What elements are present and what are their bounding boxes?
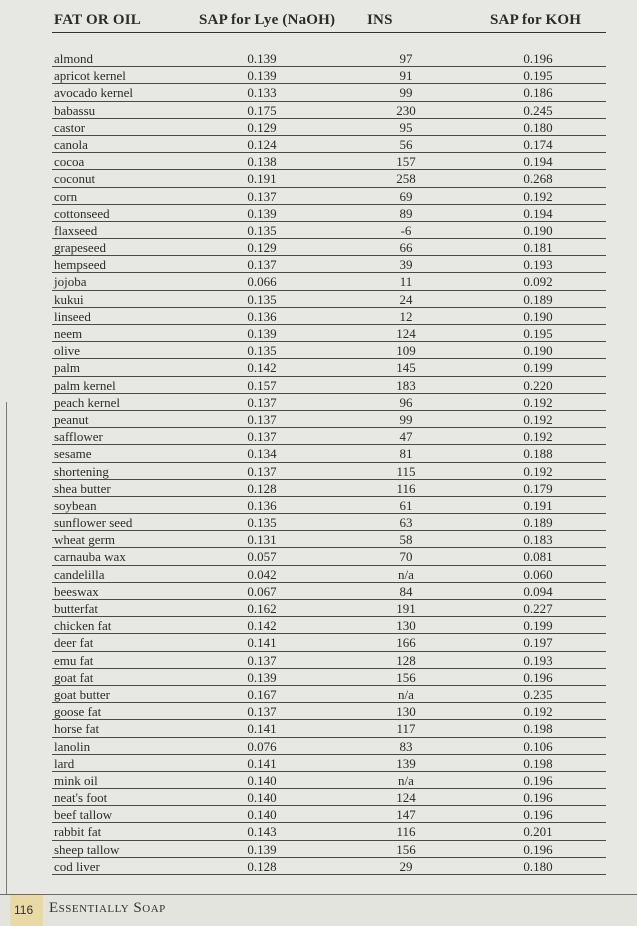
cell-sap-naoh: 0.167 bbox=[247, 686, 277, 702]
row-rule bbox=[52, 771, 606, 772]
book-title: Essentially Soap bbox=[49, 900, 166, 916]
row-rule bbox=[52, 737, 606, 738]
row-rule bbox=[52, 169, 606, 170]
cell-fat-or-oil: castor bbox=[54, 119, 86, 135]
cell-fat-or-oil: canola bbox=[54, 136, 88, 152]
cell-sap-koh: 0.235 bbox=[523, 686, 553, 702]
row-rule bbox=[52, 702, 606, 703]
cell-sap-naoh: 0.129 bbox=[247, 240, 277, 256]
cell-sap-naoh: 0.137 bbox=[247, 257, 277, 273]
cell-fat-or-oil: peach kernel bbox=[54, 394, 121, 410]
cell-ins: 39 bbox=[399, 257, 413, 273]
row-rule bbox=[52, 633, 606, 634]
cell-ins: 166 bbox=[396, 635, 416, 651]
row-rule bbox=[52, 410, 606, 411]
cell-fat-or-oil: beeswax bbox=[54, 583, 99, 599]
cell-ins: 69 bbox=[399, 188, 413, 204]
cell-sap-naoh: 0.157 bbox=[247, 377, 277, 393]
cell-sap-koh: 0.190 bbox=[523, 222, 553, 238]
cell-sap-koh: 0.190 bbox=[523, 308, 553, 324]
cell-ins: 96 bbox=[399, 394, 413, 410]
cell-sap-koh: 0.196 bbox=[523, 51, 553, 66]
cell-sap-koh: 0.189 bbox=[523, 291, 553, 307]
cell-fat-or-oil: soybean bbox=[54, 497, 97, 513]
table-row bbox=[0, 567, 637, 584]
cell-sap-naoh: 0.139 bbox=[247, 68, 277, 84]
page-gutter-line bbox=[6, 402, 7, 926]
cell-ins: 12 bbox=[399, 308, 413, 324]
cell-ins: 83 bbox=[399, 738, 413, 754]
cell-ins: n/a bbox=[398, 686, 414, 702]
cell-sap-koh: 0.201 bbox=[523, 824, 553, 840]
cell-sap-koh: 0.174 bbox=[523, 136, 553, 152]
row-rule bbox=[52, 840, 606, 841]
table-row bbox=[0, 464, 637, 481]
row-rule bbox=[52, 754, 606, 755]
table-row bbox=[0, 721, 637, 738]
cell-sap-koh: 0.188 bbox=[523, 446, 553, 462]
cell-ins: 84 bbox=[399, 583, 413, 599]
cell-fat-or-oil: linseed bbox=[54, 308, 91, 324]
page-number: 116 bbox=[14, 903, 34, 917]
cell-sap-koh: 0.192 bbox=[523, 394, 553, 410]
row-rule bbox=[52, 272, 606, 273]
cell-sap-naoh: 0.139 bbox=[247, 841, 277, 857]
cell-sap-koh: 0.190 bbox=[523, 343, 553, 359]
table-row bbox=[0, 343, 637, 360]
row-rule bbox=[52, 788, 606, 789]
row-rule bbox=[52, 685, 606, 686]
table-row bbox=[0, 429, 637, 446]
table-row bbox=[0, 790, 637, 807]
table-row bbox=[0, 549, 637, 566]
table-row bbox=[0, 635, 637, 652]
table-row bbox=[0, 446, 637, 463]
cell-ins: 116 bbox=[396, 824, 416, 840]
table-row bbox=[0, 532, 637, 549]
table-row bbox=[0, 756, 637, 773]
row-rule bbox=[52, 393, 606, 394]
cell-sap-koh: 0.181 bbox=[523, 240, 553, 256]
cell-ins: 70 bbox=[399, 549, 413, 565]
table-row bbox=[0, 395, 637, 412]
cell-sap-naoh: 0.142 bbox=[247, 360, 277, 376]
cell-sap-naoh: 0.042 bbox=[247, 566, 277, 582]
cell-sap-naoh: 0.140 bbox=[247, 790, 277, 806]
cell-ins: 156 bbox=[396, 841, 416, 857]
cell-sap-koh: 0.245 bbox=[523, 102, 553, 118]
row-rule bbox=[52, 668, 606, 669]
cell-fat-or-oil: flaxseed bbox=[54, 222, 98, 238]
cell-sap-naoh: 0.137 bbox=[247, 394, 277, 410]
table-row bbox=[0, 515, 637, 532]
row-rule bbox=[52, 204, 606, 205]
table-row bbox=[0, 68, 637, 85]
cell-sap-koh: 0.192 bbox=[523, 463, 553, 479]
cell-ins: 99 bbox=[399, 411, 413, 427]
table-row bbox=[0, 309, 637, 326]
cell-fat-or-oil: olive bbox=[54, 343, 80, 359]
cell-sap-naoh: 0.131 bbox=[247, 532, 277, 548]
cell-sap-koh: 0.195 bbox=[523, 68, 553, 84]
cell-sap-naoh: 0.134 bbox=[247, 446, 277, 462]
row-rule bbox=[52, 616, 606, 617]
cell-fat-or-oil: sesame bbox=[54, 446, 92, 462]
cell-sap-koh: 0.199 bbox=[523, 360, 553, 376]
row-rule bbox=[52, 341, 606, 342]
cell-sap-koh: 0.106 bbox=[523, 738, 553, 754]
cell-fat-or-oil: corn bbox=[54, 188, 78, 204]
row-rule bbox=[52, 874, 606, 875]
cell-ins: n/a bbox=[398, 772, 414, 788]
cell-ins: 157 bbox=[396, 154, 416, 170]
cell-ins: 124 bbox=[396, 790, 416, 806]
table-row bbox=[0, 223, 637, 240]
cell-fat-or-oil: sheep tallow bbox=[54, 841, 120, 857]
cell-sap-naoh: 0.138 bbox=[247, 154, 277, 170]
cell-sap-naoh: 0.124 bbox=[247, 136, 277, 152]
cell-sap-koh: 0.193 bbox=[523, 652, 553, 668]
row-rule bbox=[52, 547, 606, 548]
table-row bbox=[0, 206, 637, 223]
row-rule bbox=[52, 462, 606, 463]
cell-sap-koh: 0.196 bbox=[523, 669, 553, 685]
row-rule bbox=[52, 496, 606, 497]
cell-sap-koh: 0.196 bbox=[523, 841, 553, 857]
cell-fat-or-oil: goose fat bbox=[54, 704, 102, 720]
cell-ins: 66 bbox=[399, 240, 413, 256]
cell-sap-koh: 0.189 bbox=[523, 515, 553, 531]
cell-ins: 124 bbox=[396, 326, 416, 341]
header-divider bbox=[52, 32, 606, 33]
table-row bbox=[0, 704, 637, 721]
header-ins: INS bbox=[367, 12, 393, 28]
table-header bbox=[0, 12, 637, 34]
cell-sap-koh: 0.193 bbox=[523, 257, 553, 273]
cell-sap-naoh: 0.139 bbox=[247, 205, 277, 221]
row-rule bbox=[52, 187, 606, 188]
cell-fat-or-oil: wheat germ bbox=[54, 532, 116, 548]
cell-ins: 81 bbox=[399, 446, 413, 462]
cell-sap-naoh: 0.067 bbox=[247, 583, 277, 599]
table-row bbox=[0, 292, 637, 309]
table-row bbox=[0, 378, 637, 395]
cell-sap-koh: 0.227 bbox=[523, 601, 553, 616]
cell-sap-naoh: 0.162 bbox=[247, 601, 277, 616]
cell-sap-naoh: 0.139 bbox=[247, 326, 277, 341]
row-rule bbox=[52, 530, 606, 531]
cell-fat-or-oil: safflower bbox=[54, 429, 103, 445]
cell-sap-naoh: 0.139 bbox=[247, 51, 277, 66]
cell-sap-naoh: 0.143 bbox=[247, 824, 277, 840]
cell-sap-naoh: 0.135 bbox=[247, 291, 277, 307]
cell-fat-or-oil: coconut bbox=[54, 171, 96, 187]
cell-fat-or-oil: hempseed bbox=[54, 257, 106, 273]
cell-fat-or-oil: grapeseed bbox=[54, 240, 106, 256]
row-rule bbox=[52, 255, 606, 256]
cell-fat-or-oil: butterfat bbox=[54, 601, 99, 616]
table-row bbox=[0, 103, 637, 120]
table-row bbox=[0, 859, 637, 876]
cell-sap-koh: 0.197 bbox=[523, 635, 553, 651]
cell-sap-naoh: 0.057 bbox=[247, 549, 277, 565]
cell-sap-naoh: 0.133 bbox=[247, 85, 277, 101]
cell-ins: 89 bbox=[399, 205, 413, 221]
row-rule bbox=[52, 565, 606, 566]
cell-sap-koh: 0.186 bbox=[523, 85, 553, 101]
cell-ins: 47 bbox=[399, 429, 413, 445]
cell-ins: 147 bbox=[396, 807, 416, 823]
cell-sap-naoh: 0.137 bbox=[247, 188, 277, 204]
cell-ins: 139 bbox=[396, 755, 416, 771]
row-rule bbox=[52, 651, 606, 652]
cell-sap-naoh: 0.137 bbox=[247, 411, 277, 427]
cell-sap-naoh: 0.128 bbox=[247, 480, 277, 496]
table-row bbox=[0, 274, 637, 291]
cell-sap-naoh: 0.141 bbox=[247, 635, 277, 651]
cell-ins: -6 bbox=[400, 222, 412, 238]
table-row bbox=[0, 189, 637, 206]
cell-sap-naoh: 0.141 bbox=[247, 721, 277, 737]
cell-fat-or-oil: lard bbox=[54, 755, 75, 771]
row-rule bbox=[52, 582, 606, 583]
cell-sap-naoh: 0.140 bbox=[247, 772, 277, 788]
cell-ins: 258 bbox=[396, 171, 416, 187]
row-rule bbox=[52, 358, 606, 359]
cell-ins: 58 bbox=[399, 532, 413, 548]
cell-fat-or-oil: palm kernel bbox=[54, 377, 116, 393]
cell-ins: 97 bbox=[399, 51, 413, 66]
cell-fat-or-oil: almond bbox=[54, 51, 93, 66]
cell-sap-naoh: 0.141 bbox=[247, 755, 277, 771]
cell-ins: 128 bbox=[396, 652, 416, 668]
cell-ins: n/a bbox=[398, 566, 414, 582]
table-row bbox=[0, 584, 637, 601]
cell-fat-or-oil: goat butter bbox=[54, 686, 110, 702]
cell-fat-or-oil: peanut bbox=[54, 411, 89, 427]
cell-ins: 183 bbox=[396, 377, 416, 393]
table-row bbox=[0, 326, 637, 343]
row-rule bbox=[52, 307, 606, 308]
cell-sap-koh: 0.194 bbox=[523, 205, 553, 221]
cell-fat-or-oil: lanolin bbox=[54, 738, 91, 754]
cell-fat-or-oil: jojoba bbox=[54, 274, 87, 290]
table-row bbox=[0, 842, 637, 859]
row-rule bbox=[52, 290, 606, 291]
cell-ins: 230 bbox=[396, 102, 416, 118]
row-rule bbox=[52, 376, 606, 377]
cell-fat-or-oil: cottonseed bbox=[54, 205, 110, 221]
table-row bbox=[0, 240, 637, 257]
table-row bbox=[0, 824, 637, 841]
table-row bbox=[0, 137, 637, 154]
cell-sap-koh: 0.192 bbox=[523, 429, 553, 445]
row-rule bbox=[52, 238, 606, 239]
table-row bbox=[0, 257, 637, 274]
cell-sap-koh: 0.060 bbox=[523, 566, 553, 582]
cell-sap-naoh: 0.136 bbox=[247, 308, 277, 324]
cell-sap-naoh: 0.135 bbox=[247, 222, 277, 238]
cell-fat-or-oil: cocoa bbox=[54, 154, 85, 170]
cell-sap-naoh: 0.129 bbox=[247, 119, 277, 135]
table-row bbox=[0, 739, 637, 756]
table-row bbox=[0, 773, 637, 790]
row-rule bbox=[52, 83, 606, 84]
cell-ins: 63 bbox=[399, 515, 413, 531]
cell-sap-koh: 0.196 bbox=[523, 807, 553, 823]
cell-sap-koh: 0.180 bbox=[523, 119, 553, 135]
row-rule bbox=[52, 101, 606, 102]
cell-ins: 24 bbox=[399, 291, 413, 307]
cell-sap-naoh: 0.135 bbox=[247, 515, 277, 531]
cell-sap-naoh: 0.128 bbox=[247, 858, 277, 874]
cell-sap-koh: 0.180 bbox=[523, 858, 553, 874]
cell-fat-or-oil: beef tallow bbox=[54, 807, 113, 823]
table-row bbox=[0, 360, 637, 377]
cell-sap-naoh: 0.140 bbox=[247, 807, 277, 823]
table-row bbox=[0, 120, 637, 137]
row-rule bbox=[52, 427, 606, 428]
cell-ins: 191 bbox=[396, 601, 416, 616]
cell-fat-or-oil: neat's foot bbox=[54, 790, 108, 806]
cell-ins: 116 bbox=[396, 480, 416, 496]
cell-fat-or-oil: emu fat bbox=[54, 652, 94, 668]
cell-sap-koh: 0.183 bbox=[523, 532, 553, 548]
cell-sap-koh: 0.194 bbox=[523, 154, 553, 170]
header-fat-or-oil: FAT OR OIL bbox=[54, 12, 142, 28]
cell-ins: 11 bbox=[399, 274, 413, 290]
cell-sap-koh: 0.195 bbox=[523, 326, 553, 341]
cell-sap-koh: 0.191 bbox=[523, 497, 553, 513]
cell-fat-or-oil: neem bbox=[54, 326, 83, 341]
row-rule bbox=[52, 118, 606, 119]
cell-fat-or-oil: rabbit fat bbox=[54, 824, 102, 840]
cell-fat-or-oil: chicken fat bbox=[54, 618, 112, 634]
cell-ins: 130 bbox=[396, 704, 416, 720]
cell-sap-naoh: 0.066 bbox=[247, 274, 277, 290]
cell-sap-koh: 0.081 bbox=[523, 549, 553, 565]
cell-sap-koh: 0.220 bbox=[523, 377, 553, 393]
row-rule bbox=[52, 152, 606, 153]
cell-sap-naoh: 0.135 bbox=[247, 343, 277, 359]
cell-fat-or-oil: candelilla bbox=[54, 566, 105, 582]
cell-fat-or-oil: apricot kernel bbox=[54, 68, 126, 84]
cell-ins: 156 bbox=[396, 669, 416, 685]
row-rule bbox=[52, 822, 606, 823]
table-row bbox=[0, 601, 637, 618]
cell-sap-naoh: 0.076 bbox=[247, 738, 277, 754]
cell-fat-or-oil: kukui bbox=[54, 291, 84, 307]
table-row bbox=[0, 412, 637, 429]
cell-ins: 61 bbox=[399, 497, 413, 513]
cell-fat-or-oil: carnauba wax bbox=[54, 549, 126, 565]
table-row bbox=[0, 807, 637, 824]
cell-fat-or-oil: mink oil bbox=[54, 772, 98, 788]
cell-sap-koh: 0.198 bbox=[523, 721, 553, 737]
table-row bbox=[0, 51, 637, 68]
cell-sap-koh: 0.192 bbox=[523, 704, 553, 720]
cell-ins: 29 bbox=[399, 858, 413, 874]
cell-sap-koh: 0.196 bbox=[523, 790, 553, 806]
cell-sap-naoh: 0.137 bbox=[247, 652, 277, 668]
cell-fat-or-oil: palm bbox=[54, 360, 80, 376]
row-rule bbox=[52, 857, 606, 858]
cell-sap-koh: 0.192 bbox=[523, 188, 553, 204]
cell-fat-or-oil: shortening bbox=[54, 463, 109, 479]
cell-fat-or-oil: deer fat bbox=[54, 635, 94, 651]
table-body bbox=[0, 51, 637, 876]
table-row bbox=[0, 171, 637, 188]
cell-ins: 117 bbox=[396, 721, 416, 737]
cell-sap-koh: 0.192 bbox=[523, 411, 553, 427]
row-rule bbox=[52, 805, 606, 806]
cell-sap-koh: 0.092 bbox=[523, 274, 553, 290]
row-rule bbox=[52, 444, 606, 445]
table-row bbox=[0, 687, 637, 704]
cell-fat-or-oil: cod liver bbox=[54, 858, 100, 874]
row-rule bbox=[52, 513, 606, 514]
header-sap-naoh: SAP for Lye (NaOH) bbox=[199, 12, 336, 28]
table-row bbox=[0, 85, 637, 102]
cell-sap-naoh: 0.136 bbox=[247, 497, 277, 513]
table-row bbox=[0, 481, 637, 498]
cell-ins: 95 bbox=[399, 119, 413, 135]
cell-fat-or-oil: sunflower seed bbox=[54, 515, 133, 531]
row-rule bbox=[52, 599, 606, 600]
table-row bbox=[0, 498, 637, 515]
cell-ins: 130 bbox=[396, 618, 416, 634]
cell-ins: 115 bbox=[396, 463, 416, 479]
header-sap-koh: SAP for KOH bbox=[490, 12, 582, 28]
cell-sap-koh: 0.268 bbox=[523, 171, 553, 187]
cell-sap-naoh: 0.142 bbox=[247, 618, 277, 634]
cell-ins: 91 bbox=[399, 68, 413, 84]
cell-sap-koh: 0.094 bbox=[523, 583, 553, 599]
cell-fat-or-oil: goat fat bbox=[54, 669, 94, 685]
cell-ins: 145 bbox=[396, 360, 416, 376]
cell-sap-naoh: 0.139 bbox=[247, 669, 277, 685]
row-rule bbox=[52, 324, 606, 325]
table-row bbox=[0, 154, 637, 171]
cell-fat-or-oil: babassu bbox=[54, 102, 96, 118]
cell-sap-koh: 0.196 bbox=[523, 772, 553, 788]
cell-sap-naoh: 0.137 bbox=[247, 429, 277, 445]
row-rule bbox=[52, 221, 606, 222]
cell-ins: 109 bbox=[396, 343, 416, 359]
cell-sap-koh: 0.198 bbox=[523, 755, 553, 771]
cell-sap-naoh: 0.137 bbox=[247, 463, 277, 479]
table-row bbox=[0, 653, 637, 670]
cell-sap-koh: 0.179 bbox=[523, 480, 553, 496]
cell-ins: 56 bbox=[399, 136, 413, 152]
cell-sap-naoh: 0.137 bbox=[247, 704, 277, 720]
row-rule bbox=[52, 719, 606, 720]
cell-sap-koh: 0.199 bbox=[523, 618, 553, 634]
cell-fat-or-oil: horse fat bbox=[54, 721, 100, 737]
row-rule bbox=[52, 135, 606, 136]
cell-sap-naoh: 0.175 bbox=[247, 102, 277, 118]
table-row bbox=[0, 670, 637, 687]
cell-fat-or-oil: shea butter bbox=[54, 480, 111, 496]
table-row bbox=[0, 618, 637, 635]
row-rule bbox=[52, 479, 606, 480]
cell-fat-or-oil: avocado kernel bbox=[54, 85, 134, 101]
cell-ins: 99 bbox=[399, 85, 413, 101]
cell-sap-naoh: 0.191 bbox=[247, 171, 277, 187]
row-rule bbox=[52, 66, 606, 67]
